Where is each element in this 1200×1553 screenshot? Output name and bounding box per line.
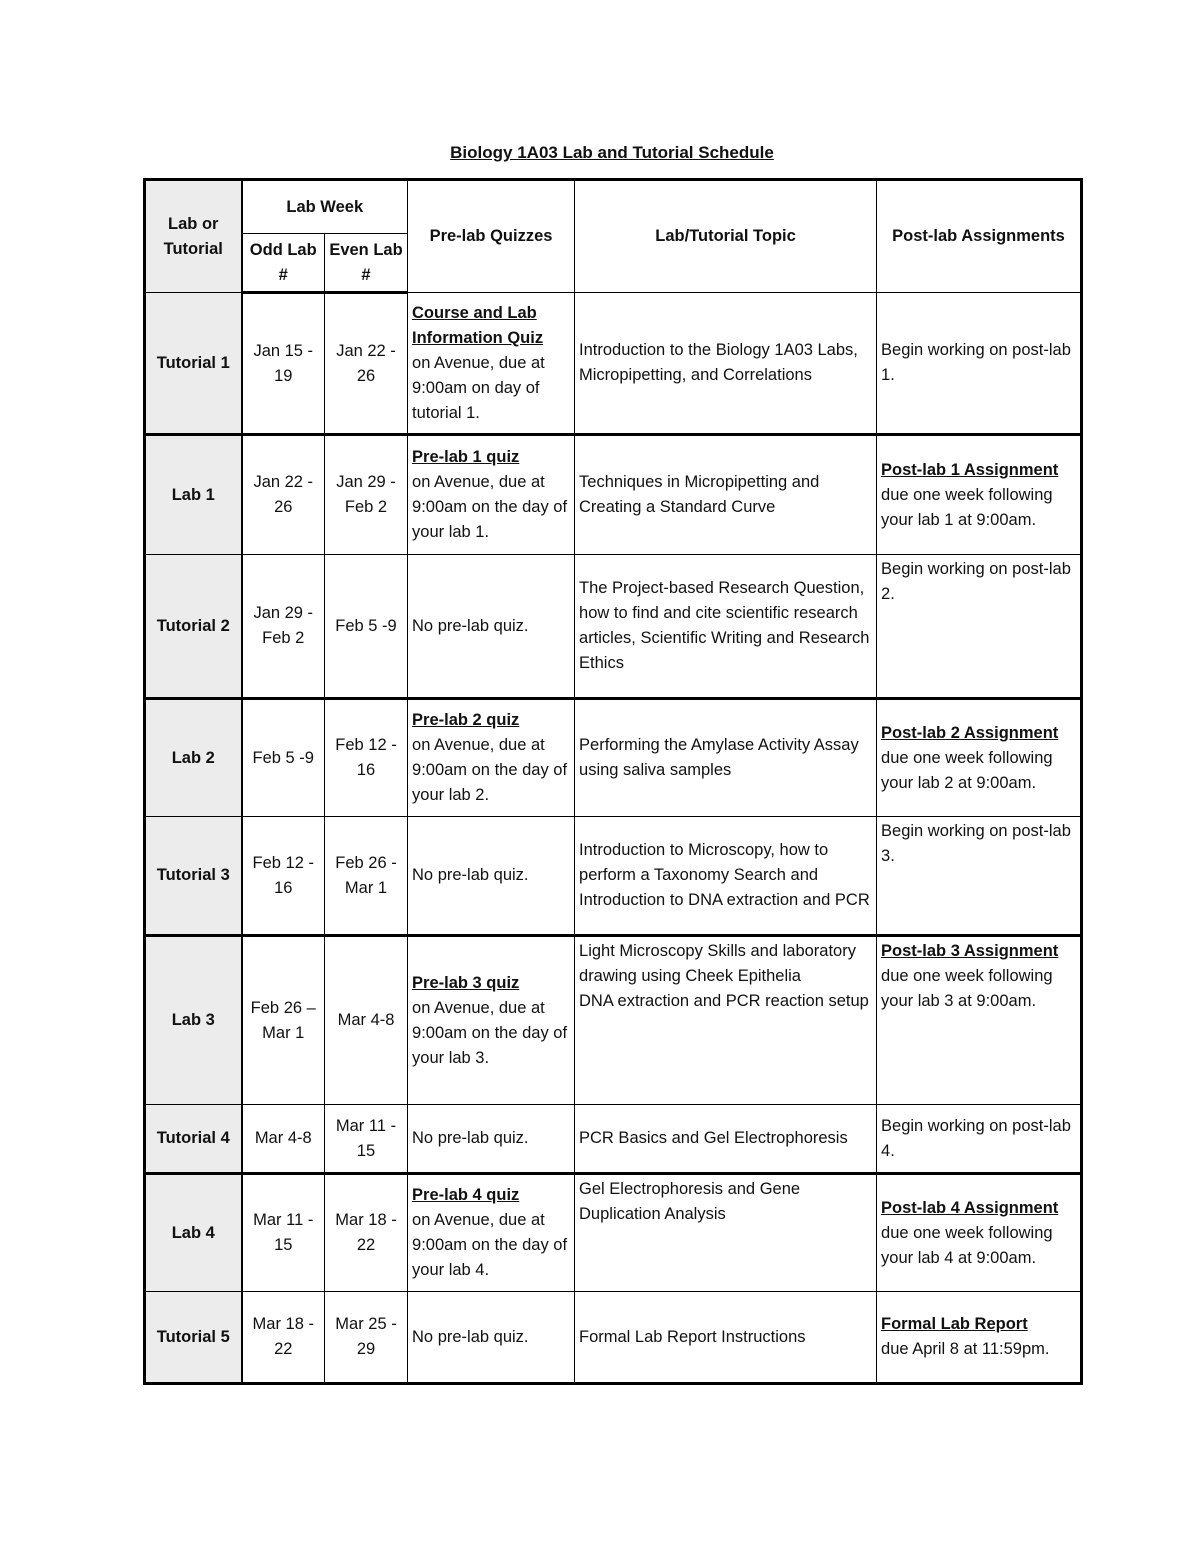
table-row xyxy=(145,1174,1082,1292)
table-row xyxy=(145,1105,1082,1174)
row-name: Tutorial 3 xyxy=(145,817,242,936)
prelab-cell: No pre-lab quiz. xyxy=(408,817,575,936)
prelab-cell xyxy=(408,936,575,1105)
row-name: Lab 3 xyxy=(145,936,242,1105)
postlab-assignment-title: Post-lab 2 Assignment xyxy=(881,723,1059,742)
table-row xyxy=(145,1292,1082,1384)
even-week: Feb 26 - Mar 1 xyxy=(325,817,408,936)
header-postlab: Post-lab Assignments xyxy=(877,180,1082,293)
even-week: Jan 29 - Feb 2 xyxy=(325,435,408,555)
topic-cell: The Project-based Research Question, how to find and cite scientific research articles, Scientific Writing and Research Ethics xyxy=(575,555,877,699)
odd-week: Jan 22 - 26 xyxy=(242,435,325,555)
postlab-cell xyxy=(877,1174,1082,1292)
topic-cell xyxy=(575,936,877,1105)
odd-week: Mar 4-8 xyxy=(242,1105,325,1174)
prelab-quiz-title: Pre-lab 3 quiz xyxy=(412,973,520,992)
table-row xyxy=(145,293,1082,435)
table-row xyxy=(145,699,1082,817)
prelab-quiz-title: Course and Lab Information Quiz xyxy=(412,303,544,347)
postlab-cell: Begin working on post-lab 1. xyxy=(877,293,1082,435)
postlab-cell: Begin working on post-lab 2. xyxy=(877,555,1082,699)
row-name: Tutorial 4 xyxy=(145,1105,242,1174)
table-row xyxy=(145,555,1082,699)
postlab-note: due one week following your lab 4 at 9:00am. xyxy=(881,1223,1053,1267)
even-week: Mar 11 - 15 xyxy=(325,1105,408,1174)
header-topic: Lab/Tutorial Topic xyxy=(575,180,877,293)
even-week: Feb 5 -9 xyxy=(325,555,408,699)
prelab-cell xyxy=(408,699,575,817)
postlab-assignment-title: Post-lab 1 Assignment xyxy=(881,460,1059,479)
postlab-assignment-title: Formal Lab Report xyxy=(881,1315,1028,1333)
topic-cell: Performing the Amylase Activity Assay using saliva samples xyxy=(575,699,877,817)
even-week: Mar 18 - 22 xyxy=(325,1174,408,1292)
even-week: Mar 4-8 xyxy=(325,936,408,1105)
topic-cell: Formal Lab Report Instructions xyxy=(575,1292,877,1384)
postlab-note: due one week following your lab 1 at 9:00am. xyxy=(881,485,1053,529)
prelab-note: on Avenue, due at 9:00am on the day of your lab 2. xyxy=(412,736,568,804)
prelab-cell: No pre-lab quiz. xyxy=(408,1105,575,1174)
postlab-note: due one week following your lab 3 at 9:00am. xyxy=(881,967,1053,1010)
even-week: Feb 12 - 16 xyxy=(325,699,408,817)
table-row xyxy=(145,936,1082,1105)
postlab-assignment-title: Post-lab 4 Assignment xyxy=(881,1198,1059,1217)
header-lab-week: Lab Week xyxy=(242,180,408,234)
prelab-note: on Avenue, due at 9:00am on the day of your lab 1. xyxy=(412,473,568,541)
header-even-lab: Even Lab # xyxy=(325,234,408,293)
topic-cell: PCR Basics and Gel Electrophoresis xyxy=(575,1105,877,1174)
odd-week: Feb 5 -9 xyxy=(242,699,325,817)
prelab-cell xyxy=(408,1174,575,1292)
topic-line: DNA extraction and PCR reaction setup xyxy=(579,992,869,1010)
odd-week: Feb 26 – Mar 1 xyxy=(242,936,325,1105)
prelab-note: on Avenue, due at 9:00am on the day of your lab 4. xyxy=(412,1211,568,1279)
postlab-cell xyxy=(877,435,1082,555)
odd-week: Jan 15 - 19 xyxy=(242,293,325,435)
row-name: Tutorial 5 xyxy=(145,1292,242,1384)
even-week: Mar 25 - 29 xyxy=(325,1292,408,1384)
prelab-cell xyxy=(408,293,575,435)
prelab-note: on Avenue, due at 9:00am on day of tutorial 1. xyxy=(412,353,545,422)
prelab-quiz-title: Pre-lab 2 quiz xyxy=(412,711,520,729)
postlab-cell: Begin working on post-lab 3. xyxy=(877,817,1082,936)
header-odd-lab: Odd Lab # xyxy=(242,234,325,293)
odd-week: Mar 11 - 15 xyxy=(242,1174,325,1292)
row-name: Lab 2 xyxy=(145,699,242,817)
postlab-assignment-title: Post-lab 3 Assignment xyxy=(881,942,1059,960)
even-week: Jan 22 - 26 xyxy=(325,293,408,435)
prelab-cell: No pre-lab quiz. xyxy=(408,555,575,699)
prelab-cell xyxy=(408,435,575,555)
postlab-cell xyxy=(877,1292,1082,1384)
header-lab-or-tutorial: Lab or Tutorial xyxy=(145,180,242,293)
prelab-quiz-title: Pre-lab 4 quiz xyxy=(412,1186,520,1204)
odd-week: Mar 18 - 22 xyxy=(242,1292,325,1384)
topic-cell: Techniques in Micropipetting and Creating a Standard Curve xyxy=(575,435,877,555)
odd-week: Feb 12 - 16 xyxy=(242,817,325,936)
schedule-table xyxy=(143,178,1083,1385)
topic-cell: Introduction to the Biology 1A03 Labs, Micropipetting, and Correlations xyxy=(575,293,877,435)
prelab-note: on Avenue, due at 9:00am on the day of your lab 3. xyxy=(412,998,568,1067)
table-row xyxy=(145,435,1082,555)
page-title: Biology 1A03 Lab and Tutorial Schedule xyxy=(450,143,774,162)
postlab-cell: Begin working on post-lab 4. xyxy=(877,1105,1082,1174)
header-prelab: Pre-lab Quizzes xyxy=(408,180,575,293)
prelab-quiz-title: Pre-lab 1 quiz xyxy=(412,448,520,466)
table-row xyxy=(145,817,1082,936)
row-name: Lab 4 xyxy=(145,1174,242,1292)
odd-week: Jan 29 - Feb 2 xyxy=(242,555,325,699)
postlab-note: due April 8 at 11:59pm. xyxy=(881,1340,1050,1358)
row-name: Tutorial 1 xyxy=(145,293,242,435)
row-name: Tutorial 2 xyxy=(145,555,242,699)
row-name: Lab 1 xyxy=(145,435,242,555)
postlab-cell xyxy=(877,699,1082,817)
postlab-cell xyxy=(877,936,1082,1105)
prelab-cell: No pre-lab quiz. xyxy=(408,1292,575,1384)
postlab-note: due one week following your lab 2 at 9:00am. xyxy=(881,748,1053,792)
topic-cell: Introduction to Microscopy, how to perform a Taxonomy Search and Introduction to DNA extraction and PCR xyxy=(575,817,877,936)
topic-line: Light Microscopy Skills and laboratory drawing using Cheek Epithelia xyxy=(579,942,856,985)
topic-cell: Gel Electrophoresis and Gene Duplication Analysis xyxy=(575,1174,877,1292)
